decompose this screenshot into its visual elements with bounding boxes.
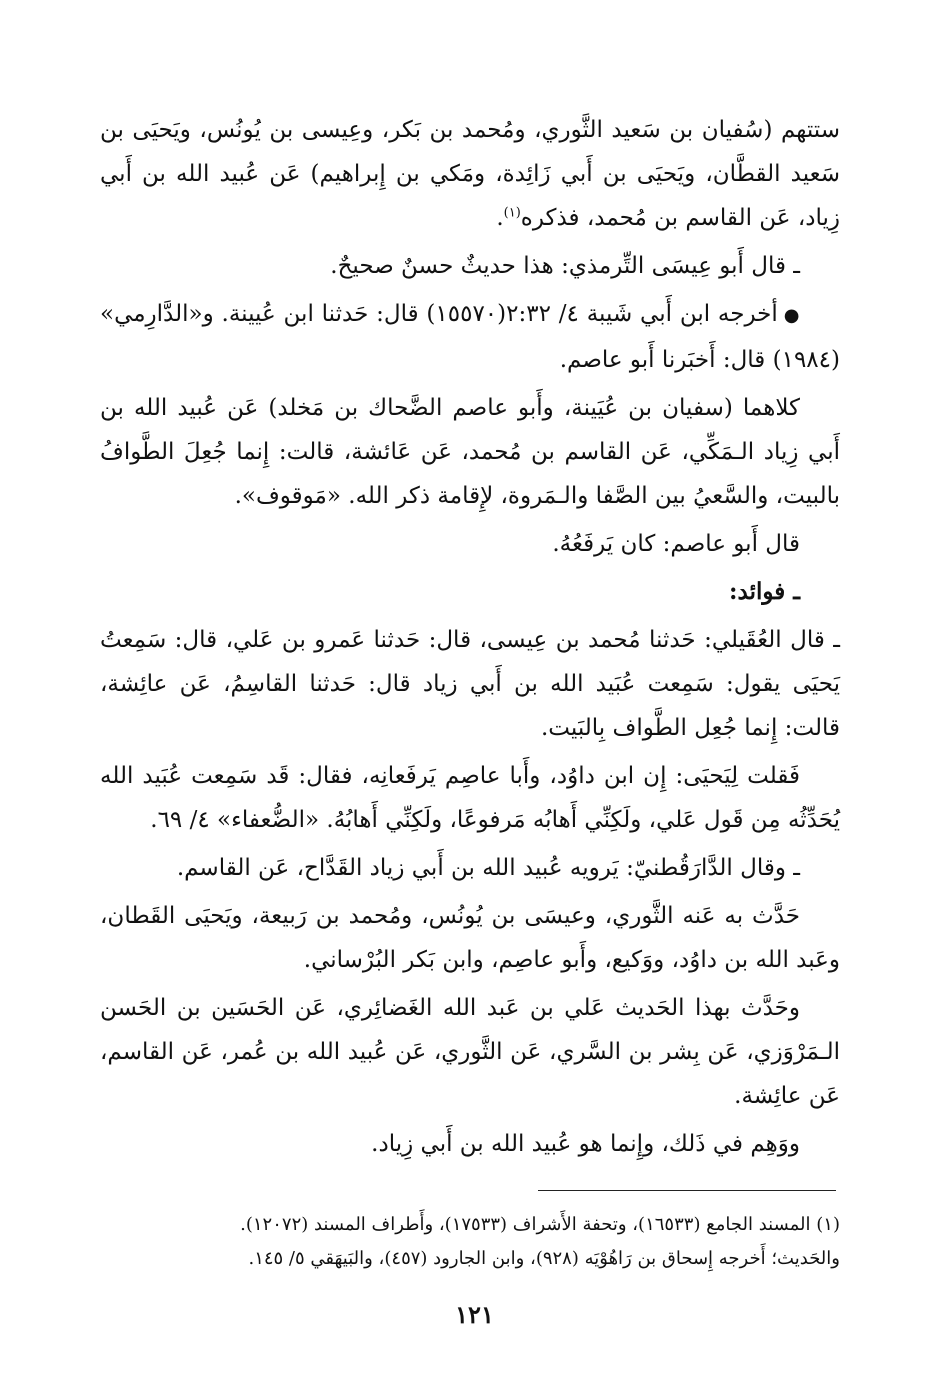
paragraph-9: ـ وقال الدَّارَقُطنيّ: يَرويه عُبيد الله بن أَبي زياد القَدَّاح، عَن القاسم. <box>176 855 800 881</box>
paragraph-1: ستتهم (سُفيان بن سَعيد الثَّوري، ومُحمد بن بَكر، وعِيسى بن يُونُس، ويَحيَى بن سَعيد القطَّان، ويَحيَى بن أَبي زَائِدة، ومَكي بن إِبراهيم) عَن عُبيد الله بن أَبي زِياد، عَن القاسم بن مُحمد، فذكره$^{(١)}$. <box>100 117 840 231</box>
paragraph-7: ـ قال العُقَيلي: حَدثنا مُحمد بن عِيسى، قال: حَدثنا عَمرو بن عَلي، قال: سَمِعتُ يَحيَى يقول: سَمِعت عُبَيد الله بن أَبي زياد قال: حَدثنا القاسِمُ، عَن عائِشة، قالت: إِنما جُعِل الطَّواف بِالبَيت. <box>100 627 840 741</box>
paragraph-4: كلاهما (سفيان بن عُيَينة، وأَبو عاصم الضَّحاك بن مَخلد) عَن عُبيد الله بن أَبي زِياد الـمَكِّي، عَن القاسم بن مُحمد، عَن عَائشة، قالت: إِنما جُعِلَ الطَّوافُ بالبيت، والسَّعيُ بين الصَّفا والـمَروة، لإِقامة ذكر الله. «مَوقوف». <box>100 395 840 509</box>
main-text <box>100 108 840 1170</box>
footnote-ref[interactable]: (١) <box>503 205 521 221</box>
footnote-divider <box>538 1190 836 1191</box>
paragraph-12: ووَهِم في ذَلك، وإِنما هو عُبيد الله بن أَبي زِياد. <box>371 1131 800 1157</box>
footnote-2: والحَديث؛ أَخرجه إِسحاق بن رَاهُوْيَه (٩٢٨)، وابن الجارود (٤٥٧)، والبَيهَقي ٥/ ١٤٥. <box>248 1248 840 1269</box>
page-number: ١٢١ <box>455 1300 494 1329</box>
section-heading: ـ فوائد: <box>729 578 800 605</box>
footnote-1: (١) المسند الجامع (١٦٥٣٣)، وتحفة الأَشراف (١٧٥٣٣)، وأَطراف المسند (١٢٠٧٢). <box>240 1214 840 1235</box>
bullet-icon: ● <box>783 305 801 326</box>
paragraph-11: وحَدَّث بهذا الحَديث عَلي بن عَبد الله الغَضائِري، عَن الحَسَين بن الحَسن الـمَرْوَزي، عَن بِشر بن السَّري، عَن الثَّوري، عَن عُبيد الله بن عُمر، عَن القاسم، عَن عائِشة. <box>100 995 840 1109</box>
footnotes <box>100 1208 840 1276</box>
paragraph-8: فَقلت لِيَحيَى: إِن ابن داوُد، وأَبا عاصِم يَرفَعانِه، فقال: قَد سَمِعت عُبَيد الله يُحَدِّثُه مِن قَول عَلي، ولَكِنِّي أَهابُه مَرفوعًا، ولَكِنِّي أَهابُهُ. «الضُّعفاء» ٤/ ٦٩. <box>100 763 840 833</box>
paragraph-5: قال أَبو عاصم: كان يَرفَعُهُ. <box>552 531 800 557</box>
paragraph-10: حَدَّث به عَنه الثَّوري، وعيسَى بن يُونُس، ومُحمد بن رَبيعة، ويَحيَى القَطان، وعَبد الله بن داوُد، ووَكيع، وأَبو عاصِم، وابن بَكر البُرْساني. <box>100 903 840 973</box>
paragraph-2: ـ قال أَبو عِيسَى التِّرمذي: هذا حديثٌ حسنٌ صحيحٌ. <box>330 253 800 279</box>
paragraph-3: ●أخرجه ابن أَبي شَيبة ٤/ ٢:٣٢(١٥٥٧٠) قال: حَدثنا ابن عُيينة. و«الدَّارِمي» (١٩٨٤) قال: أَخبَرنا أَبو عاصم. <box>100 301 840 373</box>
